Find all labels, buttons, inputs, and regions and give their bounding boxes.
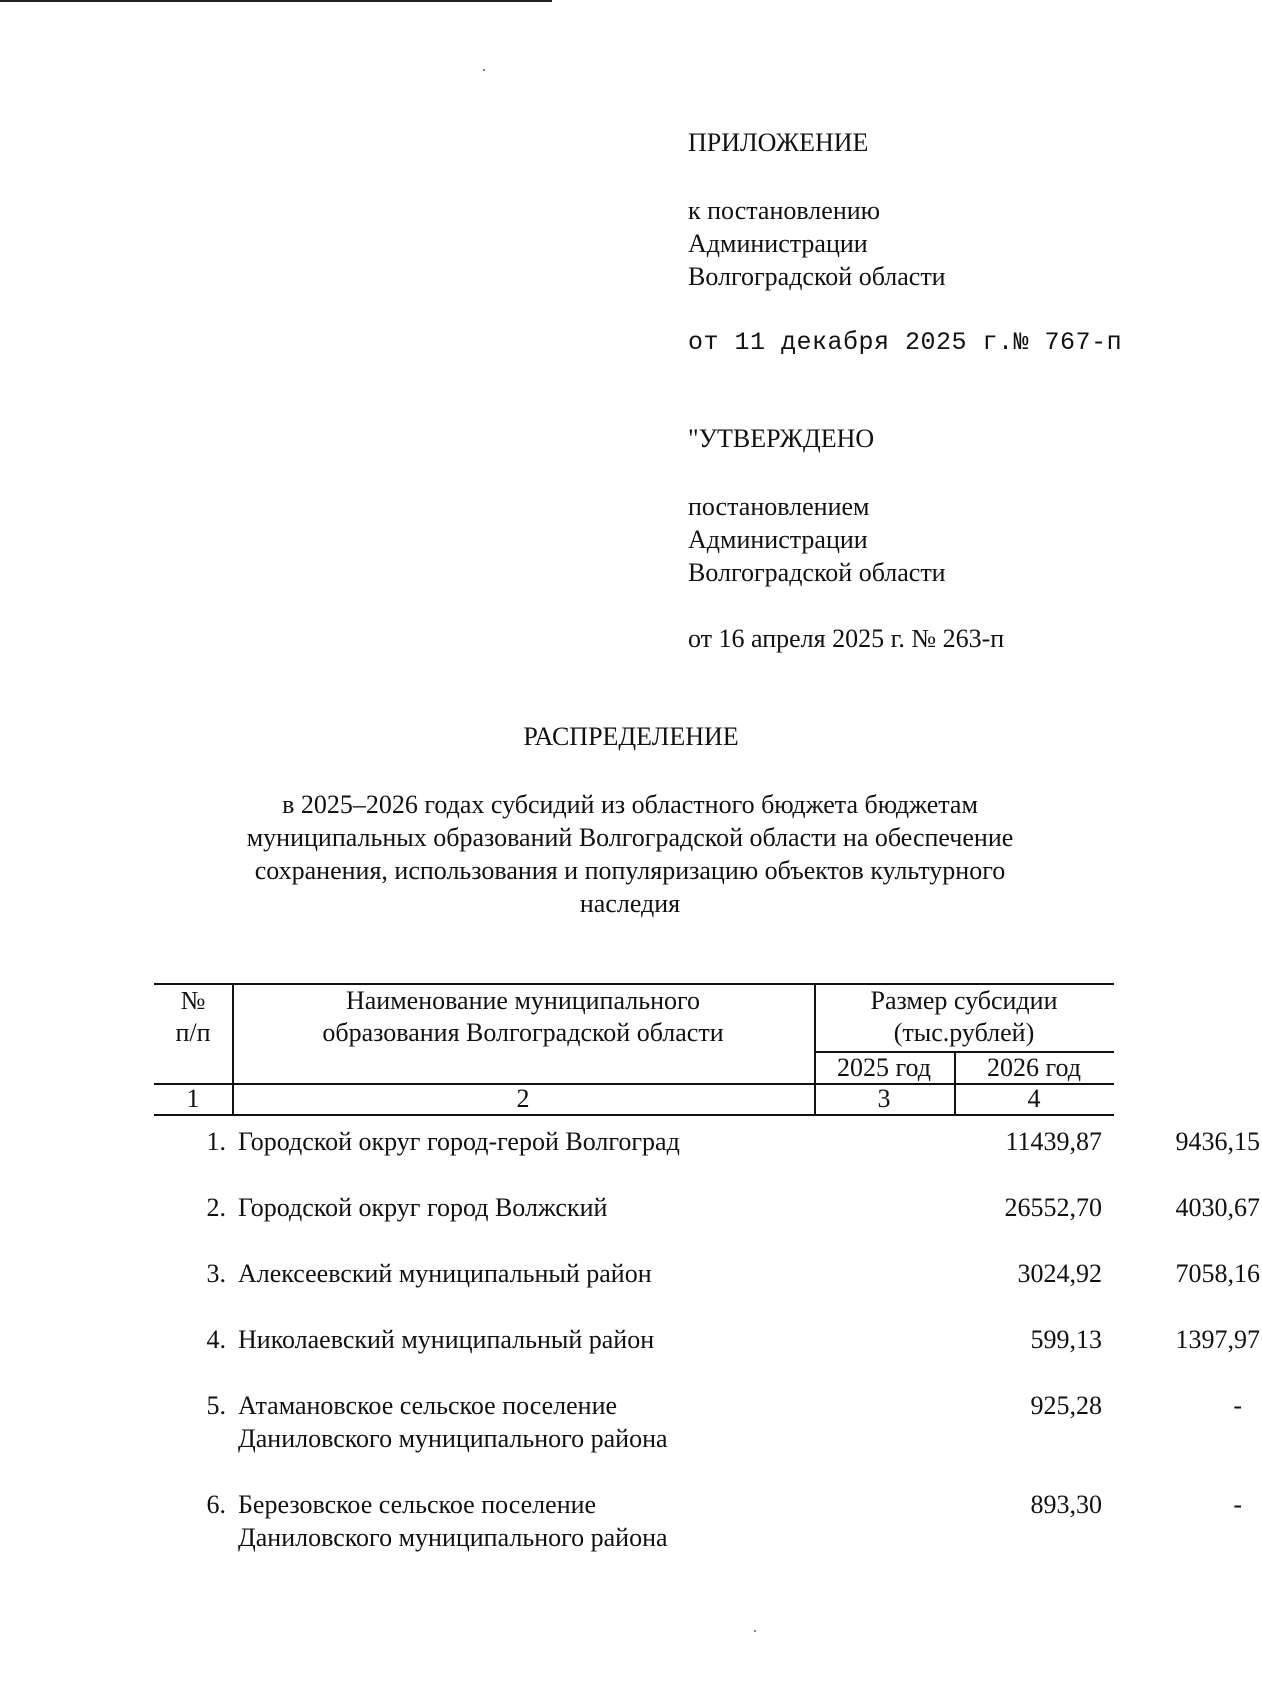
header-num-cell (154, 985, 232, 1049)
row-name (238, 1257, 798, 1290)
header-num-line: № (180, 986, 206, 1015)
row-value-2026: - (1233, 1490, 1242, 1519)
header-name-line: образования Волгоградской области (322, 1018, 724, 1047)
document-subtitle (180, 788, 1080, 920)
subtitle-line: в 2025–2026 годах субсидий из областного бюджета бюджетам (282, 790, 978, 819)
approved-line: Администрации (688, 525, 868, 554)
header-size-line: Размер субсидии (870, 986, 1058, 1015)
original-decree (688, 622, 1004, 655)
row-value-2025: 3024,92 (1017, 1259, 1102, 1288)
scan-edge-line (0, 0, 552, 2)
row-name-line: Даниловского муниципального района (238, 1424, 668, 1453)
table-header (154, 983, 1114, 1115)
header-size-cell (814, 985, 1114, 1049)
approved-line: постановлением (688, 492, 870, 521)
header-year-2025: 2025 год (837, 1053, 931, 1082)
row-number: 4. (206, 1325, 226, 1354)
header-size-line: (тыс.рублей) (893, 1018, 1035, 1047)
scan-speck (483, 69, 485, 71)
row-number: 3. (206, 1259, 226, 1288)
row-name-line: Городской округ город Волжский (238, 1193, 608, 1222)
original-decree-text: от 16 апреля 2025 г. № 263-п (688, 624, 1005, 653)
row-value-2025: 925,28 (1030, 1391, 1102, 1420)
row-number: 6. (206, 1490, 226, 1519)
approved-block (688, 490, 946, 589)
row-name (238, 1191, 798, 1224)
row-value-2025: 11439,87 (1005, 1127, 1102, 1156)
row-value-2026: - (1233, 1391, 1242, 1420)
row-name-line: Алексеевский муниципальный район (238, 1259, 652, 1288)
appendix-to-line: к постановлению (688, 196, 881, 225)
row-name (238, 1389, 798, 1455)
row-value-2026: 9436,15 (1175, 1127, 1260, 1156)
appendix-title (688, 126, 868, 159)
row-value-2025: 893,30 (1030, 1490, 1102, 1519)
row-value-2025: 26552,70 (1004, 1193, 1102, 1222)
row-name-line: Атамановское сельское поселение (238, 1391, 618, 1420)
row-name-line: Березовское сельское поселение (238, 1490, 597, 1519)
row-name (238, 1488, 798, 1554)
document-title: РАСПРЕДЕЛЕНИЕ (523, 722, 739, 751)
subtitle-line: наследия (579, 889, 681, 918)
approved-title (688, 422, 874, 455)
scan-speck (754, 1630, 756, 1632)
row-number: 5. (206, 1391, 226, 1420)
row-name-line: Даниловского муниципального района (238, 1523, 668, 1552)
approved-title-text: "УТВЕРЖДЕНО (688, 424, 875, 453)
current-decree-text: от 11 декабря 2025 г.№ 767-п (688, 328, 1123, 357)
header-year-2026: 2026 год (987, 1053, 1081, 1082)
subtitle-line: муниципальных образований Волгоградской области на обеспечение (246, 823, 1014, 852)
appendix-title-text: ПРИЛОЖЕНИЕ (688, 128, 869, 157)
column-number: 1 (186, 1084, 200, 1113)
subtitle-line: сохранения, использования и популяризацию объектов культурного (254, 856, 1006, 885)
row-name (238, 1125, 798, 1158)
appendix-to-line: Волгоградской области (688, 262, 946, 291)
row-number: 2. (206, 1193, 226, 1222)
row-name-line: Городской округ город-герой Волгоград (238, 1127, 680, 1156)
approved-line: Волгоградской области (688, 558, 946, 587)
header-num-line: п/п (175, 1018, 211, 1047)
column-number: 4 (1027, 1084, 1041, 1113)
row-name-line: Николаевский муниципальный район (238, 1325, 655, 1354)
appendix-to-line: Администрации (688, 229, 868, 258)
row-value-2026: 7058,16 (1175, 1259, 1260, 1288)
header-name-cell (232, 985, 814, 1049)
header-name-line: Наименование муниципального (345, 986, 701, 1015)
appendix-to-block (688, 194, 946, 293)
row-number: 1. (206, 1127, 226, 1156)
row-name (238, 1323, 798, 1356)
row-value-2026: 4030,67 (1175, 1193, 1260, 1222)
current-decree (688, 326, 1122, 359)
row-value-2025: 599,13 (1030, 1325, 1102, 1354)
column-number: 2 (516, 1084, 530, 1113)
column-number: 3 (877, 1084, 891, 1113)
row-value-2026: 1397,97 (1175, 1325, 1260, 1354)
